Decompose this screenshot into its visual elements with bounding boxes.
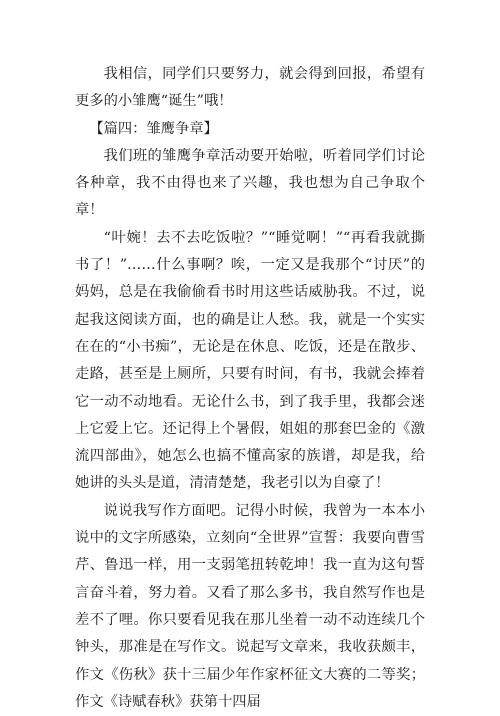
section-heading: 【篇四：雏鹰争章】 xyxy=(89,120,218,137)
paragraph-conclusion: 我相信，同学们只要努力，就会得到回报，希望有更多的小雏鹰“诞生”哦！ xyxy=(75,66,425,110)
document-body xyxy=(75,61,425,716)
paragraph-writing: 说说我写作方面吧。记得小时候，我曾为一本本小说中的文字所感染，立刻向“全世界”宣誓：我要向曹雪芹、鲁迅一样，用一支弱笔扭转乾坤！我一直为这句誓言奋斗着，努力着。又看了那么多书，我自然写作也是差不了哩。你只要看见我在那儿坐着一动不动连续几个钟头，那准是在写作文。说起写文章来，我收获颇丰，作文《伤秋》获十三届少年作家杯征文大赛的二等奖；作文《诗赋春秋》获第十四届 xyxy=(75,502,425,710)
paragraph-intro: 我们班的雏鹰争章活动要开始啦，听着同学们讨论各种章，我不由得也来了兴趣，我也想为自己争取个章！ xyxy=(75,147,425,219)
paragraph-reading: “叶婉！去不去吃饭啦？”“睡觉啊！”“再看我就撕书了！”……什么事啊？唉，一定又是我那个“讨厌”的妈妈，总是在我偷偷看书时用这些话威胁我。不过，说起我这阅读方面，也的确是让人愁。我，就是一个实实在在的“小书痴”，无论是在休息、吃饭，还是在散步、走路，甚至是上厕所，只要有时间，有书，我就会捧着它一动不动地看。无论什么书，到了我手里，我都会迷上它爱上它。还记得上个暑假，姐姐的那套巴金的《激流四部曲》，她怎么也搞不懂高家的族谱，却是我，给她讲的头头是道，清清楚楚，我老引以为自豪了！ xyxy=(75,229,425,492)
